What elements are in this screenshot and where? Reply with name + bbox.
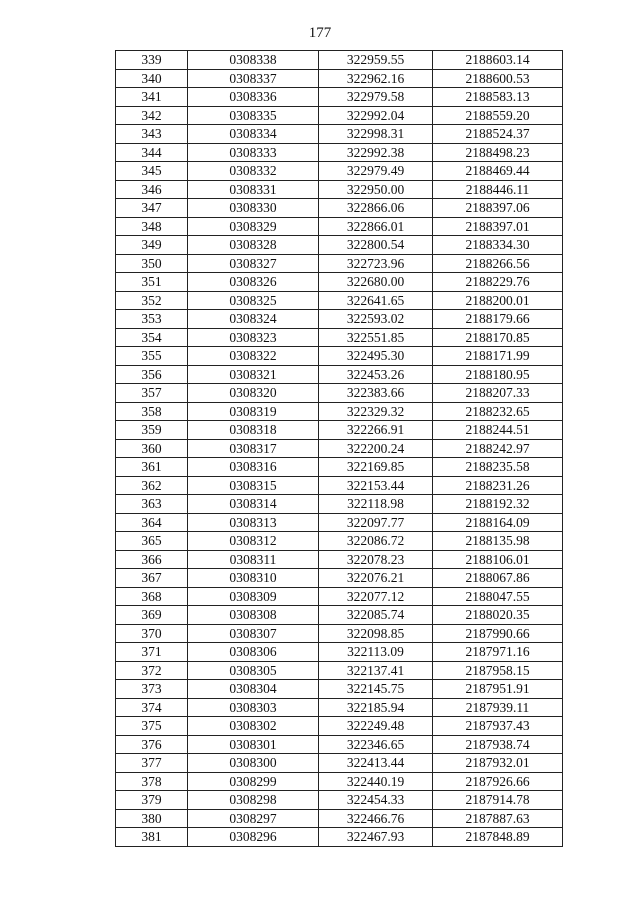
x-coordinate-cell: 322551.85 [319,328,433,347]
x-coordinate-cell: 322329.32 [319,402,433,421]
y-coordinate-cell: 2188583.13 [433,88,563,107]
x-coordinate-cell: 322078.23 [319,550,433,569]
x-coordinate-cell: 322680.00 [319,273,433,292]
coordinates-table [115,50,563,847]
point-id-cell: 0308335 [188,106,319,125]
table-row [116,162,563,181]
table-row [116,439,563,458]
point-id-cell: 0308320 [188,384,319,403]
point-id-cell: 0308313 [188,513,319,532]
point-id-cell: 0308319 [188,402,319,421]
x-coordinate-cell: 322466.76 [319,809,433,828]
table-row [116,587,563,606]
point-id-cell: 0308311 [188,550,319,569]
table-row [116,291,563,310]
x-coordinate-cell: 322440.19 [319,772,433,791]
y-coordinate-cell: 2188524.37 [433,125,563,144]
y-coordinate-cell: 2187951.91 [433,680,563,699]
x-coordinate-cell: 322992.04 [319,106,433,125]
table-row [116,384,563,403]
point-id-cell: 0308323 [188,328,319,347]
x-coordinate-cell: 322086.72 [319,532,433,551]
y-coordinate-cell: 2188047.55 [433,587,563,606]
row-index-cell: 351 [116,273,188,292]
table-row [116,606,563,625]
x-coordinate-cell: 322185.94 [319,698,433,717]
y-coordinate-cell: 2187971.16 [433,643,563,662]
row-index-cell: 364 [116,513,188,532]
row-index-cell: 341 [116,88,188,107]
point-id-cell: 0308305 [188,661,319,680]
row-index-cell: 340 [116,69,188,88]
x-coordinate-cell: 322200.24 [319,439,433,458]
table-row [116,754,563,773]
row-index-cell: 352 [116,291,188,310]
table-row [116,661,563,680]
table-row [116,254,563,273]
x-coordinate-cell: 322866.06 [319,199,433,218]
y-coordinate-cell: 2188334.30 [433,236,563,255]
coordinates-table-body [116,51,563,847]
x-coordinate-cell: 322118.98 [319,495,433,514]
row-index-cell: 355 [116,347,188,366]
table-row [116,236,563,255]
table-row [116,717,563,736]
row-index-cell: 344 [116,143,188,162]
table-row [116,347,563,366]
x-coordinate-cell: 322454.33 [319,791,433,810]
y-coordinate-cell: 2187939.11 [433,698,563,717]
y-coordinate-cell: 2188170.85 [433,328,563,347]
table-row [116,106,563,125]
row-index-cell: 339 [116,51,188,70]
y-coordinate-cell: 2188397.06 [433,199,563,218]
y-coordinate-cell: 2187990.66 [433,624,563,643]
point-id-cell: 0308317 [188,439,319,458]
point-id-cell: 0308303 [188,698,319,717]
y-coordinate-cell: 2187848.89 [433,828,563,847]
x-coordinate-cell: 322413.44 [319,754,433,773]
row-index-cell: 362 [116,476,188,495]
row-index-cell: 354 [116,328,188,347]
row-index-cell: 379 [116,791,188,810]
point-id-cell: 0308310 [188,569,319,588]
table-row [116,828,563,847]
point-id-cell: 0308300 [188,754,319,773]
x-coordinate-cell: 322137.41 [319,661,433,680]
point-id-cell: 0308321 [188,365,319,384]
x-coordinate-cell: 322593.02 [319,310,433,329]
point-id-cell: 0308309 [188,587,319,606]
x-coordinate-cell: 322800.54 [319,236,433,255]
row-index-cell: 358 [116,402,188,421]
table-row [116,624,563,643]
table-row [116,310,563,329]
row-index-cell: 346 [116,180,188,199]
row-index-cell: 374 [116,698,188,717]
x-coordinate-cell: 322153.44 [319,476,433,495]
y-coordinate-cell: 2188180.95 [433,365,563,384]
row-index-cell: 371 [116,643,188,662]
table-row [116,125,563,144]
table-row [116,88,563,107]
y-coordinate-cell: 2188498.23 [433,143,563,162]
y-coordinate-cell: 2188446.11 [433,180,563,199]
y-coordinate-cell: 2188164.09 [433,513,563,532]
x-coordinate-cell: 322098.85 [319,624,433,643]
y-coordinate-cell: 2188229.76 [433,273,563,292]
x-coordinate-cell: 322266.91 [319,421,433,440]
y-coordinate-cell: 2188244.51 [433,421,563,440]
point-id-cell: 0308325 [188,291,319,310]
row-index-cell: 381 [116,828,188,847]
x-coordinate-cell: 322959.55 [319,51,433,70]
y-coordinate-cell: 2188603.14 [433,51,563,70]
y-coordinate-cell: 2188067.86 [433,569,563,588]
y-coordinate-cell: 2188231.26 [433,476,563,495]
row-index-cell: 365 [116,532,188,551]
row-index-cell: 368 [116,587,188,606]
y-coordinate-cell: 2188179.66 [433,310,563,329]
point-id-cell: 0308318 [188,421,319,440]
x-coordinate-cell: 322097.77 [319,513,433,532]
table-row [116,569,563,588]
y-coordinate-cell: 2188106.01 [433,550,563,569]
y-coordinate-cell: 2188207.33 [433,384,563,403]
x-coordinate-cell: 322145.75 [319,680,433,699]
y-coordinate-cell: 2188020.35 [433,606,563,625]
point-id-cell: 0308308 [188,606,319,625]
table-row [116,680,563,699]
y-coordinate-cell: 2188600.53 [433,69,563,88]
table-row [116,550,563,569]
x-coordinate-cell: 322723.96 [319,254,433,273]
table-row [116,643,563,662]
row-index-cell: 370 [116,624,188,643]
point-id-cell: 0308306 [188,643,319,662]
table-row [116,402,563,421]
y-coordinate-cell: 2187926.66 [433,772,563,791]
point-id-cell: 0308314 [188,495,319,514]
point-id-cell: 0308328 [188,236,319,255]
row-index-cell: 348 [116,217,188,236]
y-coordinate-cell: 2188192.32 [433,495,563,514]
point-id-cell: 0308334 [188,125,319,144]
table-row [116,143,563,162]
row-index-cell: 347 [116,199,188,218]
table-row [116,458,563,477]
table-row [116,328,563,347]
row-index-cell: 375 [116,717,188,736]
point-id-cell: 0308338 [188,51,319,70]
point-id-cell: 0308329 [188,217,319,236]
x-coordinate-cell: 322979.49 [319,162,433,181]
x-coordinate-cell: 322998.31 [319,125,433,144]
row-index-cell: 342 [116,106,188,125]
y-coordinate-cell: 2187914.78 [433,791,563,810]
row-index-cell: 356 [116,365,188,384]
table-row [116,180,563,199]
y-coordinate-cell: 2188200.01 [433,291,563,310]
row-index-cell: 376 [116,735,188,754]
x-coordinate-cell: 322467.93 [319,828,433,847]
y-coordinate-cell: 2188232.65 [433,402,563,421]
row-index-cell: 366 [116,550,188,569]
y-coordinate-cell: 2187958.15 [433,661,563,680]
page-number: 177 [308,25,332,41]
x-coordinate-cell: 322979.58 [319,88,433,107]
x-coordinate-cell: 322085.74 [319,606,433,625]
y-coordinate-cell: 2187932.01 [433,754,563,773]
table-row [116,69,563,88]
row-index-cell: 377 [116,754,188,773]
y-coordinate-cell: 2188235.58 [433,458,563,477]
y-coordinate-cell: 2188135.98 [433,532,563,551]
y-coordinate-cell: 2188397.01 [433,217,563,236]
x-coordinate-cell: 322113.09 [319,643,433,662]
table-row [116,365,563,384]
x-coordinate-cell: 322453.26 [319,365,433,384]
x-coordinate-cell: 322641.65 [319,291,433,310]
row-index-cell: 363 [116,495,188,514]
y-coordinate-cell: 2187937.43 [433,717,563,736]
table-row [116,273,563,292]
point-id-cell: 0308331 [188,180,319,199]
table-row [116,495,563,514]
row-index-cell: 367 [116,569,188,588]
x-coordinate-cell: 322950.00 [319,180,433,199]
y-coordinate-cell: 2187938.74 [433,735,563,754]
row-index-cell: 349 [116,236,188,255]
y-coordinate-cell: 2188266.56 [433,254,563,273]
table-row [116,51,563,70]
x-coordinate-cell: 322495.30 [319,347,433,366]
table-row [116,532,563,551]
table-row [116,199,563,218]
point-id-cell: 0308315 [188,476,319,495]
point-id-cell: 0308336 [188,88,319,107]
row-index-cell: 345 [116,162,188,181]
row-index-cell: 361 [116,458,188,477]
table-row [116,809,563,828]
table-row [116,421,563,440]
x-coordinate-cell: 322383.66 [319,384,433,403]
point-id-cell: 0308301 [188,735,319,754]
point-id-cell: 0308302 [188,717,319,736]
row-index-cell: 369 [116,606,188,625]
x-coordinate-cell: 322076.21 [319,569,433,588]
point-id-cell: 0308333 [188,143,319,162]
point-id-cell: 0308307 [188,624,319,643]
x-coordinate-cell: 322992.38 [319,143,433,162]
y-coordinate-cell: 2188469.44 [433,162,563,181]
point-id-cell: 0308298 [188,791,319,810]
row-index-cell: 380 [116,809,188,828]
x-coordinate-cell: 322962.16 [319,69,433,88]
y-coordinate-cell: 2188242.97 [433,439,563,458]
point-id-cell: 0308297 [188,809,319,828]
row-index-cell: 350 [116,254,188,273]
x-coordinate-cell: 322346.65 [319,735,433,754]
row-index-cell: 373 [116,680,188,699]
x-coordinate-cell: 322249.48 [319,717,433,736]
point-id-cell: 0308330 [188,199,319,218]
table-row [116,698,563,717]
point-id-cell: 0308296 [188,828,319,847]
point-id-cell: 0308324 [188,310,319,329]
point-id-cell: 0308316 [188,458,319,477]
table-row [116,513,563,532]
point-id-cell: 0308332 [188,162,319,181]
point-id-cell: 0308326 [188,273,319,292]
row-index-cell: 357 [116,384,188,403]
point-id-cell: 0308304 [188,680,319,699]
point-id-cell: 0308299 [188,772,319,791]
y-coordinate-cell: 2188171.99 [433,347,563,366]
row-index-cell: 360 [116,439,188,458]
point-id-cell: 0308327 [188,254,319,273]
table-row [116,476,563,495]
table-row [116,772,563,791]
row-index-cell: 359 [116,421,188,440]
x-coordinate-cell: 322866.01 [319,217,433,236]
y-coordinate-cell: 2188559.20 [433,106,563,125]
row-index-cell: 372 [116,661,188,680]
point-id-cell: 0308322 [188,347,319,366]
x-coordinate-cell: 322169.85 [319,458,433,477]
point-id-cell: 0308337 [188,69,319,88]
x-coordinate-cell: 322077.12 [319,587,433,606]
row-index-cell: 378 [116,772,188,791]
point-id-cell: 0308312 [188,532,319,551]
table-row [116,735,563,754]
row-index-cell: 353 [116,310,188,329]
table-row [116,217,563,236]
row-index-cell: 343 [116,125,188,144]
y-coordinate-cell: 2187887.63 [433,809,563,828]
table-row [116,791,563,810]
